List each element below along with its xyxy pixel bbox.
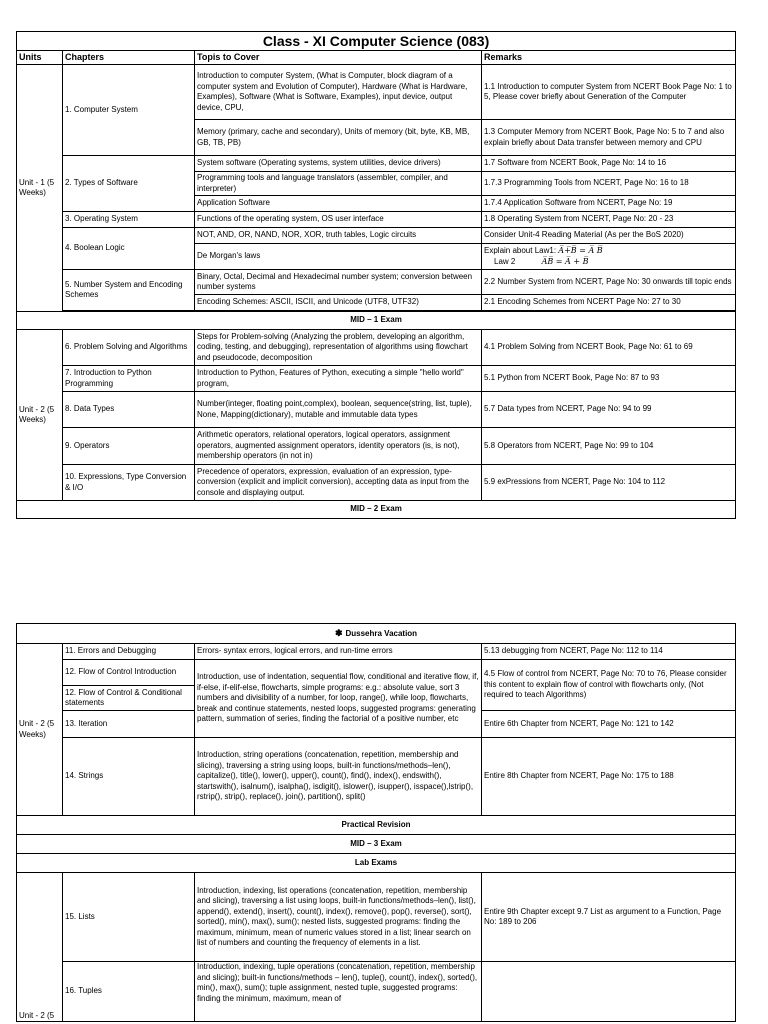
- page-title: Class - XI Computer Science (083): [17, 32, 736, 51]
- law2-label: Law 2: [494, 256, 516, 266]
- chapter-cell: 15. Lists: [63, 873, 195, 962]
- unit-label: Unit - 2 (5 Weeks): [17, 330, 63, 501]
- remark-cell: 5.9 exPressions from NCERT, Page No: 104 to 112: [482, 465, 736, 501]
- topic-cell: Programming tools and language translators (assembler, compiler, and interpreter): [195, 172, 482, 196]
- band-row: [17, 854, 736, 873]
- remark-cell: Entire 9th Chapter except 9.7 List as argument to a Function, Page No: 189 to 206: [482, 873, 736, 962]
- header-remarks: Remarks: [482, 51, 736, 65]
- law2-formula: A̅B̅ = A̅ + B̅: [541, 256, 589, 266]
- table-row: [17, 962, 736, 1022]
- chapter-cell: 8. Data Types: [63, 392, 195, 428]
- table-row: [17, 270, 736, 295]
- remark-cell: 5.1 Python from NCERT Book, Page No: 87 to 93: [482, 366, 736, 392]
- table-row: [17, 156, 736, 172]
- table-row: [17, 330, 736, 366]
- table-row: [17, 428, 736, 465]
- mid3-band: MID – 3 Exam: [17, 835, 736, 854]
- band-row: [17, 835, 736, 854]
- band-row: [17, 501, 736, 519]
- chapter-cell: 14. Strings: [63, 738, 195, 816]
- topic-cell: Application Software: [195, 196, 482, 212]
- chapter-cell: 3. Operating System: [63, 212, 195, 228]
- remark-cell: [482, 962, 736, 1022]
- remark-cell: 2.2 Number System from NCERT, Page No: 30 onwards till topic ends: [482, 270, 736, 295]
- topic-cell: Precedence of operators, expression, evaluation of an expression, type-conversion (explicit and implicit conversion), accepting data as input from the console and displaying output.: [195, 465, 482, 501]
- table-row: [17, 65, 736, 120]
- band-row: [17, 816, 736, 835]
- topic-cell: Encoding Schemes: ASCII, ISCII, and Unicode (UTF8, UTF32): [195, 295, 482, 311]
- remark-cell: 1.7.4 Application Software from NCERT, Page No: 19: [482, 196, 736, 212]
- table-row: [17, 212, 736, 228]
- table-row: [17, 738, 736, 816]
- remark-cell: 1.8 Operating System from NCERT, Page No: 20 - 23: [482, 212, 736, 228]
- remark-cell: 5.7 Data types from NCERT, Page No: 94 to 99: [482, 392, 736, 428]
- chapter-cell: 4. Boolean Logic: [63, 228, 195, 270]
- unit-label: Unit - 2 (5: [17, 873, 63, 1022]
- header-row: [17, 51, 736, 65]
- remark-cell: 5.13 debugging from NCERT, Page No: 112 to 114: [482, 644, 736, 660]
- table-row: [17, 465, 736, 501]
- chapter-cell: 1. Computer System: [63, 65, 195, 156]
- topic-cell: Functions of the operating system, OS user interface: [195, 212, 482, 228]
- law1-label: Explain about Law1:: [484, 246, 557, 255]
- header-chapters: Chapters: [63, 51, 195, 65]
- topic-cell: Introduction to Python, Features of Python, executing a simple "hello world" program,: [195, 366, 482, 392]
- chapter-cell: 11. Errors and Debugging: [63, 644, 195, 660]
- topic-cell: Memory (primary, cache and secondary), Units of memory (bit, byte, KB, MB, GB, TB, PB): [195, 120, 482, 156]
- topic-cell: Introduction, string operations (concatenation, repetition, membership and slicing), traversing a string using loops, built-in functions/methods–len(), capitalize(), title(), lower(), upper(), count(), find(), index(), endswith(), startswith(), isalnum(), isalpha(), isdigit(), islower(), isupper(), isspace(),lstrip(), rstrip(), strip(), replace(), join(), partition(), split(): [195, 738, 482, 816]
- celebration-icon: ✽: [334, 627, 343, 638]
- topic-cell: Steps for Problem-solving (Analyzing the problem, developing an algorithm, coding, testing, and debugging), representation of algorithms using flowchart and pseudocode, decomposition: [195, 330, 482, 366]
- remark-cell: Entire 8th Chapter from NCERT, Page No: 175 to 188: [482, 738, 736, 816]
- topic-cell: Number(integer, floating point,complex), boolean, sequence(string, list, tuple), None, Mapping(dictionary), mutable and immutable data types: [195, 392, 482, 428]
- topic-cell: De Morgan's laws: [195, 244, 482, 270]
- topic-cell: Introduction, indexing, tuple operations (concatenation, repetition, membership and slicing); built-in functions/methods – len(), tuple(), count(), index(), sorted(), min(), max(), sum(); tuple assignment, nested tuple, suggested programs: finding the minimum, maximum, mean of: [195, 962, 482, 1022]
- chapter-cell: 7. Introduction to Python Programming: [63, 366, 195, 392]
- table-row: [17, 228, 736, 244]
- chapter-cell: 12. Flow of Control Introduction: [63, 660, 195, 686]
- topic-cell: Binary, Octal, Decimal and Hexadecimal number system; conversion between number systems: [195, 270, 482, 295]
- practical-band: Practical Revision: [17, 816, 736, 835]
- table-row: [17, 660, 736, 686]
- syllabus-table-top: [16, 31, 736, 519]
- topic-cell: Errors- syntax errors, logical errors, and run-time errors: [195, 644, 482, 660]
- chapter-cell: 10. Expressions, Type Conversion & I/O: [63, 465, 195, 501]
- remark-cell: 1.7 Software from NCERT Book, Page No: 14 to 16: [482, 156, 736, 172]
- chapter-cell: 5. Number System and Encoding Schemes: [63, 270, 195, 311]
- chapter-cell: 2. Types of Software: [63, 156, 195, 212]
- remark-cell: Entire 6th Chapter from NCERT, Page No: 121 to 142: [482, 711, 736, 738]
- topic-cell: Arithmetic operators, relational operators, logical operators, assignment operators, augmented assignment operators, identity operators (is, is not), membership operators (in not in): [195, 428, 482, 465]
- table-row: [17, 366, 736, 392]
- header-topics: Topis to Cover: [195, 51, 482, 65]
- syllabus-table-bottom: [16, 623, 736, 1022]
- mid2-band: MID – 2 Exam: [17, 501, 736, 519]
- remark-cell: 1.1 Introduction to computer System from NCERT Book Page No: 1 to 5, Please cover briefly about Generation of the Computer: [482, 65, 736, 120]
- remark-cell: 1.7.3 Programming Tools from NCERT, Page No: 16 to 18: [482, 172, 736, 196]
- table-row: [17, 644, 736, 660]
- law1-formula: A̅+̅B̅ = A̅ B̅: [558, 246, 603, 255]
- band-row: [17, 312, 736, 330]
- remark-cell: 2.1 Encoding Schemes from NCERT Page No: 27 to 30: [482, 295, 736, 311]
- remark-cell: [482, 244, 736, 270]
- remark-cell: 4.1 Problem Solving from NCERT Book, Page No: 61 to 69: [482, 330, 736, 366]
- unit-label: Unit - 2 (5 Weeks): [17, 644, 63, 816]
- table-row: [17, 392, 736, 428]
- band-row: [17, 624, 736, 644]
- mid1-band: MID – 1 Exam: [17, 312, 736, 330]
- topic-cell: Introduction, indexing, list operations (concatenation, repetition, membership and slicing), traversing a list using loops, built-in functions/methods–len(), list(), append(), extend(), insert(), count(), index(), remove(), pop(), reverse(), sort(), sorted(), min(), max(), sum(); nested lists, suggested programs: finding the maximum, minimum, mean of numeric values stored in a list; linear search on list of numbers and counting the frequency of elements in a list.: [195, 873, 482, 962]
- unit-label: Unit - 1 (5 Weeks): [17, 65, 63, 312]
- remark-cell: 4.5 Flow of control from NCERT, Page No: 70 to 76, Please consider this content to explain flow of control with flowcharts only, (Not required to teach Algorithms): [482, 660, 736, 711]
- header-units: Units: [17, 51, 63, 65]
- topic-cell: System software (Operating systems, system utilities, device drivers): [195, 156, 482, 172]
- chapter-cell: 9. Operators: [63, 428, 195, 465]
- chapter-cell: 13. Iteration: [63, 711, 195, 738]
- lab-band: Lab Exams: [17, 854, 736, 873]
- vacation-band: Dussehra Vacation: [345, 628, 418, 638]
- remark-cell: 5.8 Operators from NCERT, Page No: 99 to 104: [482, 428, 736, 465]
- remark-cell: 1.3 Computer Memory from NCERT Book, Page No: 5 to 7 and also explain briefly about Data transfer between memory and CPU: [482, 120, 736, 156]
- topic-cell: Introduction, use of indentation, sequential flow, conditional and iterative flow, if, if-else, if-elif-else, flowcharts, simple programs: e.g.: absolute value, sort 3 numbers and divisibility of a number, for loop, range(), while loop, flowcharts, break and continue statements, nested loops, suggested programs: generating pattern, summation of series, finding the factorial of a positive number, etc: [195, 660, 482, 738]
- table-row: [17, 873, 736, 962]
- chapter-cell: 16. Tuples: [63, 962, 195, 1022]
- chapter-cell: 6. Problem Solving and Algorithms: [63, 330, 195, 366]
- topic-cell: NOT, AND, OR, NAND, NOR, XOR, truth tables, Logic circuits: [195, 228, 482, 244]
- remark-cell: Consider Unit-4 Reading Material (As per the BoS 2020): [482, 228, 736, 244]
- chapter-cell: 12. Flow of Control & Conditional statements: [63, 686, 195, 711]
- topic-cell: Introduction to computer System, (What is Computer, block diagram of a computer system and Evolution of Computer), Hardware (What is Hardware, Examples), Software (What is Software, Examples), input device, output device, CPU,: [195, 65, 482, 120]
